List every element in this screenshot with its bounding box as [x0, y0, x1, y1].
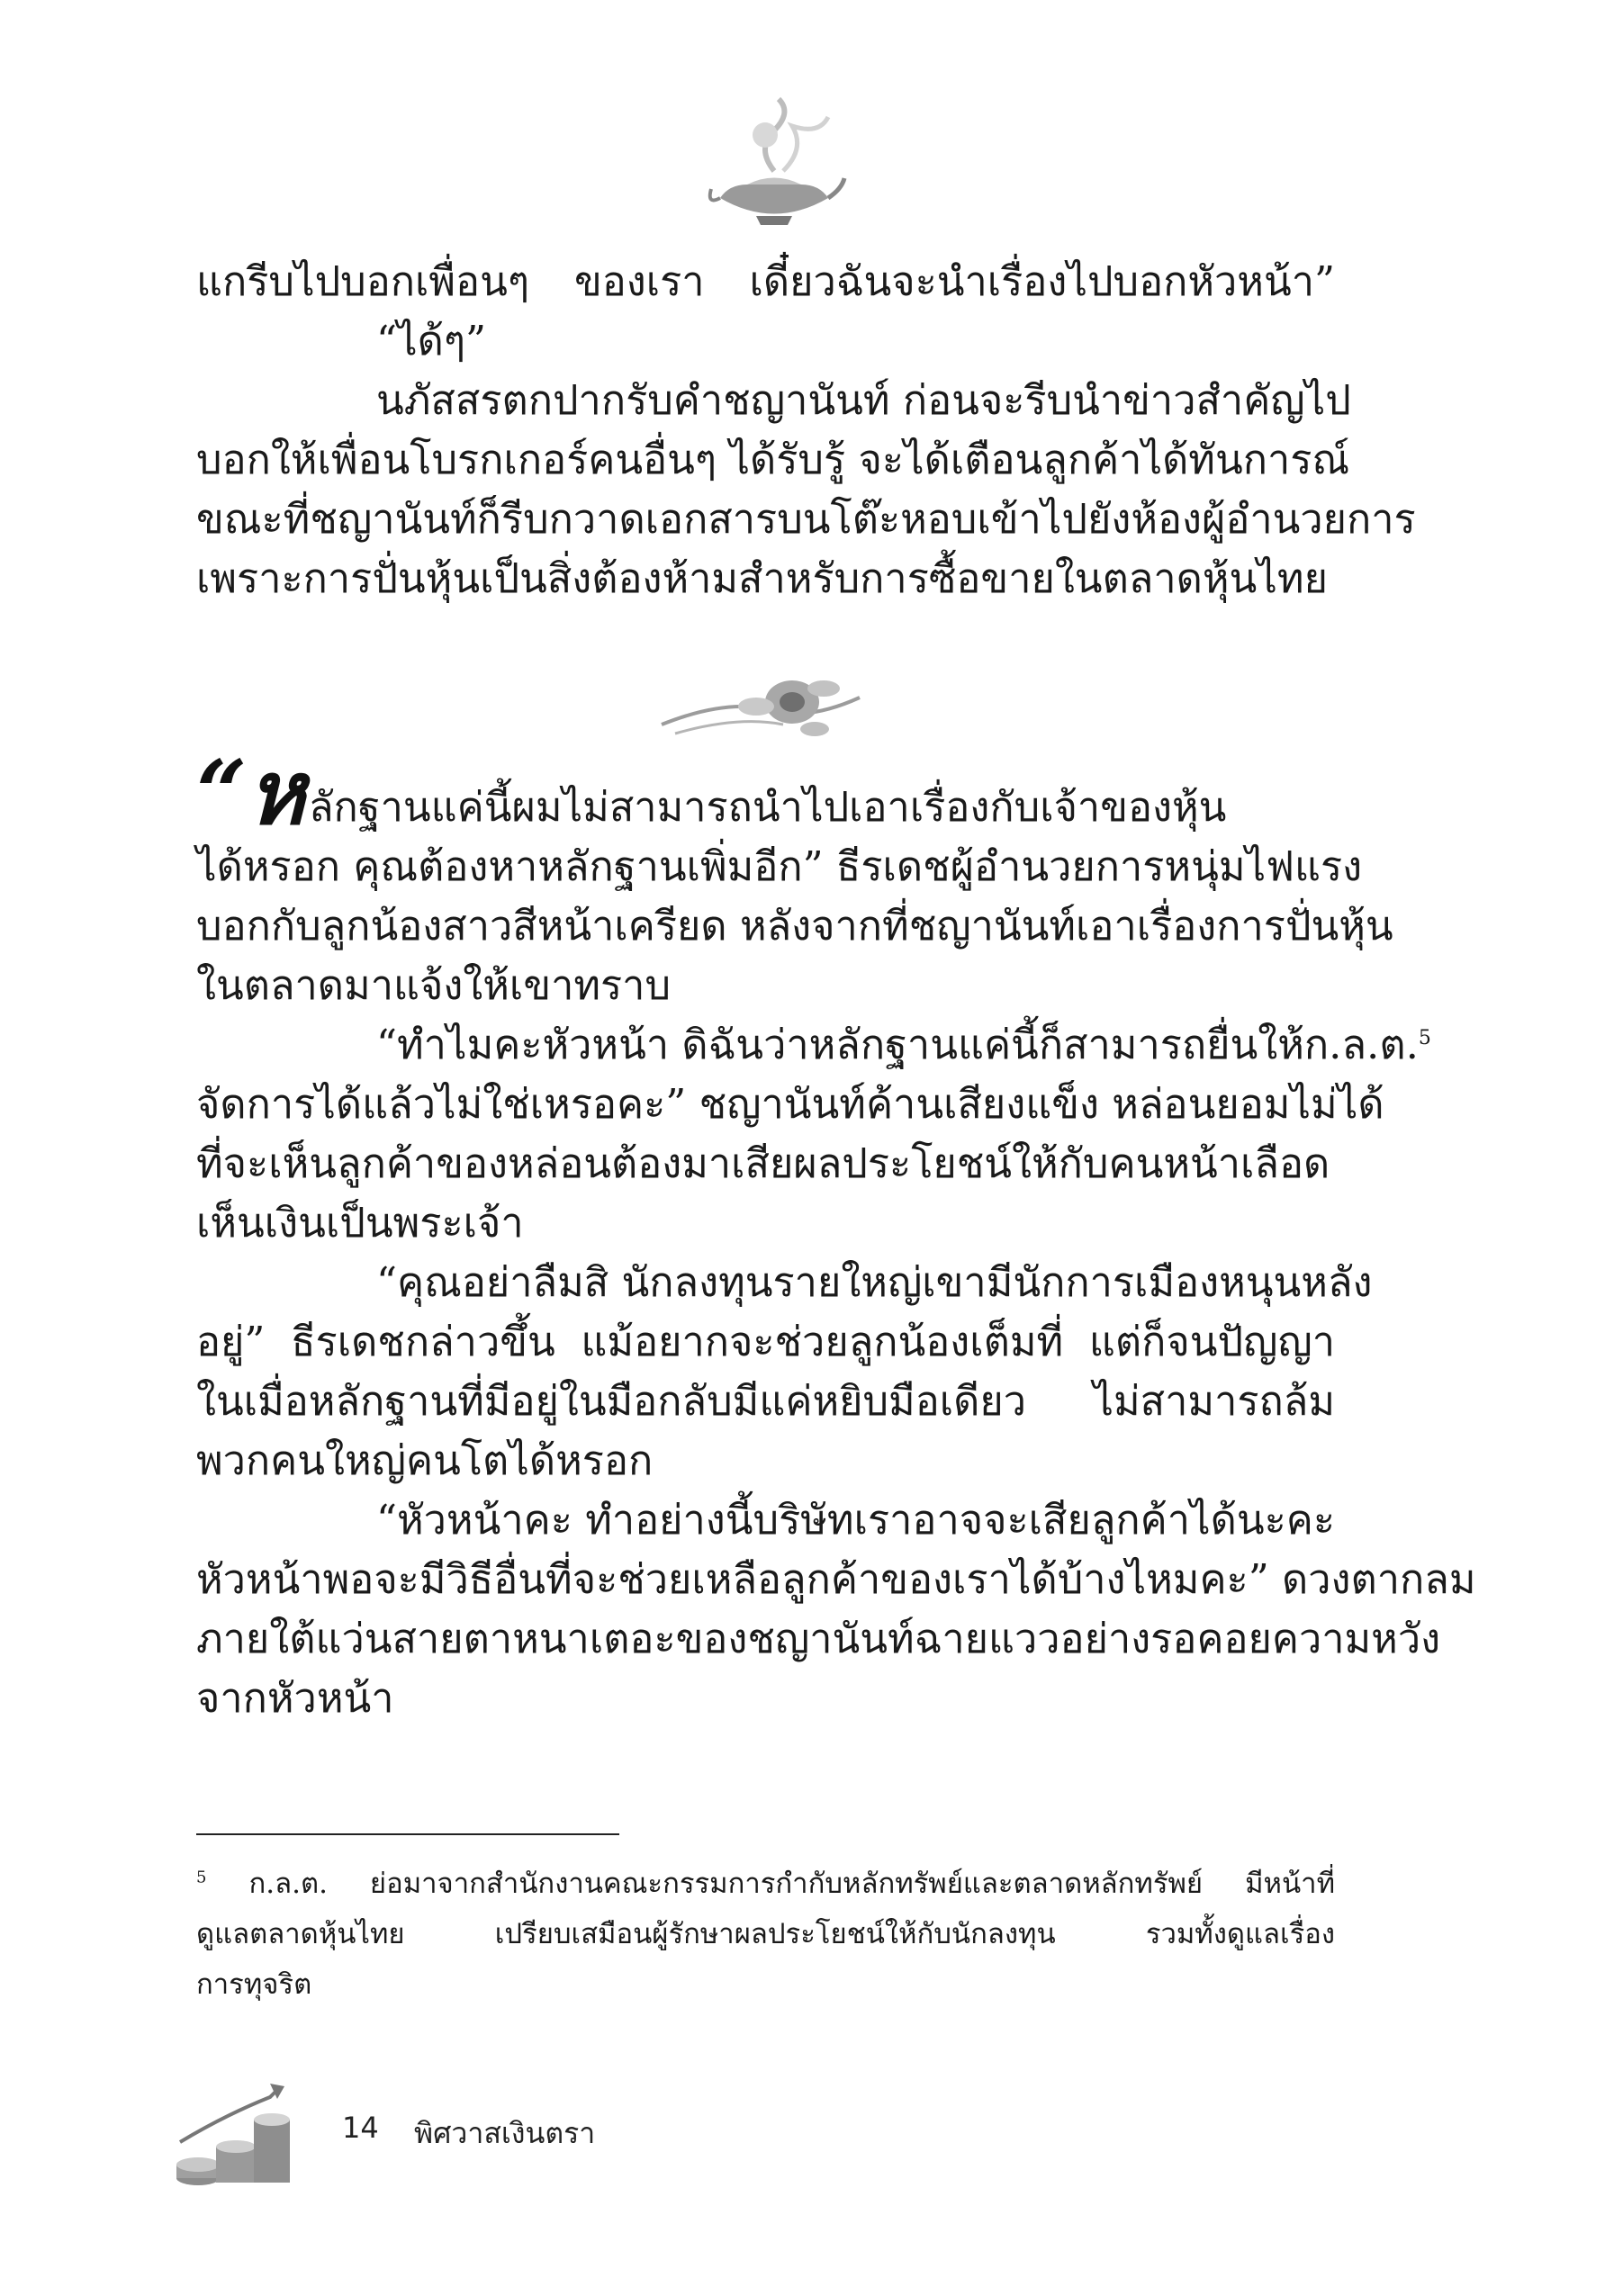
text-line: ภายใต้แว่นสายตาหนาเตอะของชญานันท์ฉายแววอย่างรอคอยความหวัง	[196, 1615, 1441, 1662]
dropcap-line	[196, 742, 1335, 845]
text-line: ได้หรอก คุณต้องหาหลักฐานเพิ่มอีก” ธีรเดชผู้อำนวยการหนุ่มไฟแรง	[196, 842, 1363, 890]
paragraph-group-1	[196, 252, 1416, 608]
text-line: ในเมื่อหลักฐานที่มีอยู่ในมือกลับมีแค่หยิบมือเดียว ไม่สามารถล้ม	[196, 1377, 1335, 1425]
text-line: “ได้ๆ”	[376, 317, 487, 365]
text-line: ลักฐานแค่นี้ผมไม่สามารถนำไปเอาเรื่องกับเจ้าของหุ้น	[308, 783, 1227, 831]
text-line: “หัวหน้าคะ ทำอย่างนี้บริษัทเราอาจจะเสียลูกค้าได้นะคะ	[376, 1496, 1336, 1544]
text-line: จัดการได้แล้วไม่ใช่เหรอคะ” ชญานันท์ค้านเสียงแข็ง หล่อนยอมไม่ได้	[196, 1080, 1384, 1128]
text-line: พวกคนใหญ่คนโตได้หรอก	[196, 1436, 654, 1484]
text-line: เพราะการปั่นหุ้นเป็นสิ่งต้องห้ามสำหรับการซื้อขายในตลาดหุ้นไทย	[196, 554, 1328, 602]
flower-divider-icon	[657, 662, 864, 761]
text-line: ในตลาดมาแจ้งให้เขาทราบ	[196, 961, 672, 1009]
footnote-ref: 5	[1418, 1027, 1431, 1049]
text-line: ขณะที่ชญานันท์ก็รีบกวาดเอกสารบนโต๊ะหอบเข้าไปยังห้องผู้อำนวยการ	[196, 495, 1416, 543]
text-line: นภัสสรตกปากรับคำชญานันท์ ก่อนจะรีบนำข่าวสำคัญไป	[376, 376, 1351, 424]
text-line: อยู่” ธีรเดชกล่าวขึ้น แม้อยากจะช่วยลูกน้องเต็มที่ แต่ก็จนปัญญา	[196, 1318, 1335, 1365]
text-line	[196, 1015, 1431, 1075]
footnote-line: การทุจริต	[196, 1968, 312, 2001]
footnote	[196, 1859, 1335, 2010]
text-line: ที่จะเห็นลูกค้าของหล่อนต้องมาเสียผลประโยชน์ให้กับคนหน้าเลือด	[196, 1139, 1330, 1187]
text-line: จากหัวหน้า	[196, 1674, 394, 1722]
footnote-line: ดูแลตลาดหุ้นไทย เปรียบเสมือนผู้รักษาผลประโยชน์ให้กับนักลงทุน รวมทั้งดูแลเรื่อง	[196, 1918, 1335, 1950]
text-line: บอกกับลูกน้องสาวสีหน้าเครียด หลังจากที่ชญานันท์เอาเรื่องการปั่นหุ้น	[196, 902, 1393, 950]
drop-cap: “ห	[196, 742, 305, 845]
text-span: ก.ล.ต. ย่อมาจากสำนักงานคณะกรรมการกำกับหลักทรัพย์และตลาดหลักทรัพย์ มีหน้าที่	[248, 1868, 1335, 1900]
book-title: พิศวาสเงินตรา	[414, 2116, 596, 2150]
text-span: “ทำไมคะหัวหน้า ดิฉันว่าหลักฐานแค่นี้ก็สามารถยื่นให้ก.ล.ต.	[376, 1021, 1419, 1068]
text-line: “คุณอย่าลืมสิ นักลงทุนรายใหญ่เขามีนักการเมืองหนุนหลัง	[376, 1258, 1373, 1306]
text-line: บอกให้เพื่อนโบรกเกอร์คนอื่นๆ ได้รับรู้ จะได้เตือนลูกค้าได้ทันการณ์	[196, 436, 1350, 483]
coin-stack-icon	[171, 2070, 315, 2196]
paragraph-group-2	[196, 742, 1476, 1728]
page-number: 14	[342, 2111, 379, 2145]
text-line: หัวหน้าพอจะมีวิธีอื่นที่จะช่วยเหลือลูกค้าของเราได้บ้างไหมคะ” ดวงตากลม	[196, 1555, 1476, 1603]
footnote-rule	[196, 1833, 619, 1835]
text-line: เห็นเงินเป็นพระเจ้า	[196, 1199, 524, 1247]
footnote-line	[196, 1859, 1335, 1909]
text-line: แกรีบไปบอกเพื่อนๆ ของเรา เดี๋ยวฉันจะนำเรื่องไปบอกหัวหน้า”	[196, 257, 1335, 305]
footnote-marker: 5	[196, 1868, 207, 1887]
magic-lamp-icon	[702, 99, 846, 234]
